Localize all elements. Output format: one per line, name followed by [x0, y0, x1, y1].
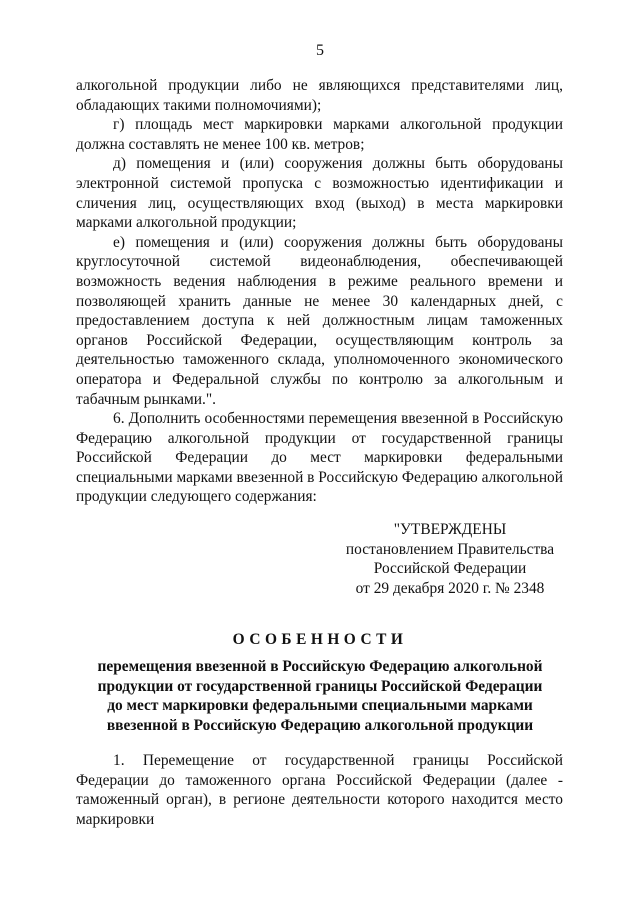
approval-block	[330, 520, 570, 598]
document-heading: ОСОБЕННОСТИ	[232, 631, 408, 648]
paragraph-item-1: 1. Перемещение от государственной границы Российской Федерации до таможенного органа Российской Федерации (далее - таможенный орган), в регионе деятельности которого находится место маркировки	[76, 752, 563, 828]
subheading-line: перемещения ввезенной в Российскую Федерацию алкогольной	[97, 658, 543, 675]
subheading-line: до мест маркировки федеральными специальными марками	[107, 697, 533, 715]
approval-title: "УТВЕРЖДЕНЫ	[393, 521, 507, 538]
paragraph-item-e: е) помещения и (или) сооружения должны быть оборудованы круглосуточной системой видеонаблюдения, обеспечивающей возможность ведения наблюдения в режиме реального времени и позволяющей хранить данные не менее 30 календарных дней, с предоставлением доступа к ней должностным лицам таможенных органов Российской Федерации, осуществляющим контроль за деятельностью таможенного склада, уполномоченного экономического оператора и Федеральной службы по контролю за алкогольным и табачным рынками.".	[76, 233, 563, 408]
document-subheading	[80, 657, 560, 735]
paragraph-item-d: д) помещения и (или) сооружения должны быть оборудованы электронной системой пропуска с возможностью идентификации и сличения лиц, осуществляющих вход (выход) в места маркировки марками алкогольной продукции;	[76, 155, 563, 232]
subheading-line: продукции от государственной границы Российской Федерации	[97, 677, 543, 695]
approval-line: Российской Федерации	[373, 560, 527, 578]
paragraph-continuation: алкогольной продукции либо не являющихся представителями лиц, обладающих такими полномочиями);	[76, 77, 563, 114]
subheading-line: ввезенной в Российскую Федерацию алкогольной продукции	[106, 716, 534, 734]
approval-line: постановлением Правительства	[345, 540, 555, 558]
page-number: 5	[316, 42, 324, 59]
approval-date: от 29 декабря 2020 г. № 2348	[355, 579, 545, 597]
final-text	[76, 751, 563, 829]
body-text	[76, 76, 563, 507]
paragraph-item-g: г) площадь мест маркировки марками алкогольной продукции должна составлять не менее 100 кв. метров;	[76, 116, 563, 153]
paragraph-item-6: 6. Дополнить особенностями перемещения ввезенной в Российскую Федерацию алкогольной продукции от государственной границы Российской Федерации до мест маркировки федеральными специальными марками ввезенной в Российскую Федерацию алкогольной продукции следующего содержания:	[76, 410, 563, 506]
